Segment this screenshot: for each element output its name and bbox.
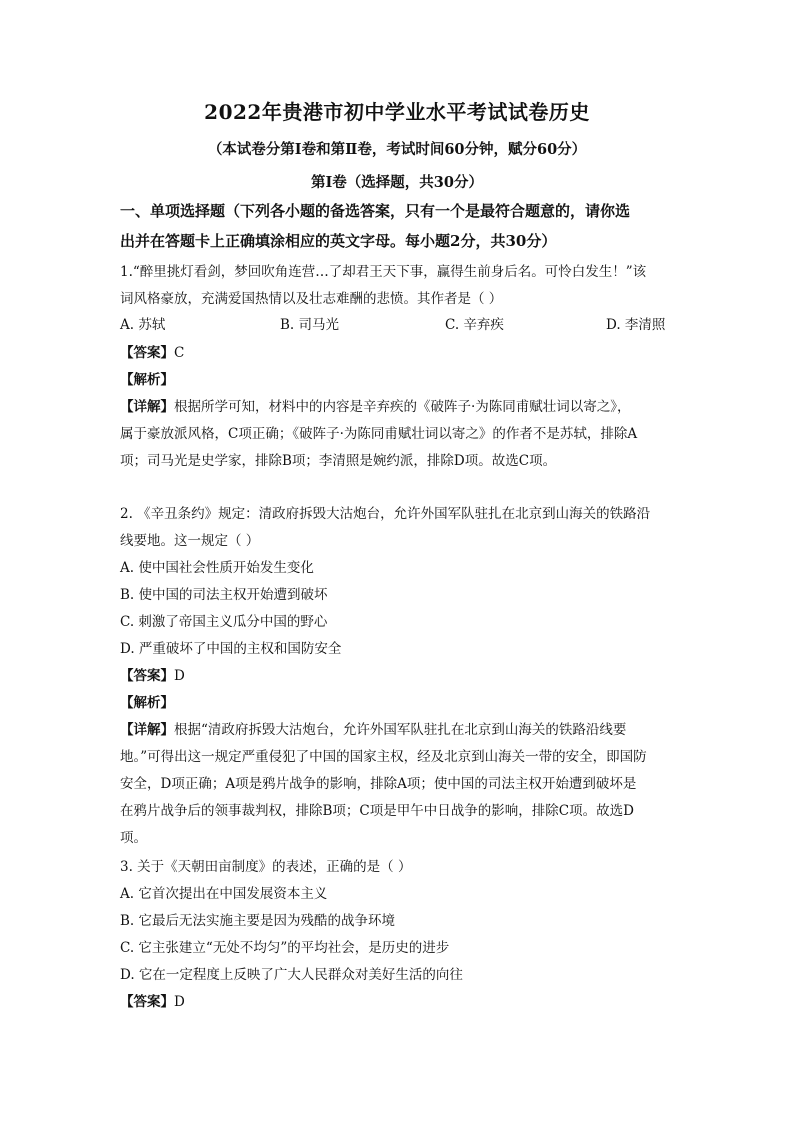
question-1-options [120, 313, 676, 340]
page-title: 2022年贵港市初中学业水平考试试卷历史 [204, 100, 590, 124]
option-c: C. 刺激了帝国主义瓜分中国的野心 [120, 614, 328, 630]
detail-line-3: 安全，D项正确；A项是鸦片战争的影响，排除A项；使中国的司法主权开始遭到破坏是 [120, 776, 637, 792]
answer-label: 【答案】 [120, 668, 174, 684]
question-3-options [120, 881, 676, 989]
detail-line-2: 地。”可得出这一规定严重侵犯了中国的国家主权，经及北京到山海关一带的安全，即国防 [120, 749, 647, 765]
answer-value: D [174, 668, 185, 684]
analysis-label: 【解析】 [120, 372, 174, 388]
detail-line-1: 根据“清政府拆毁大沽炮台，允许外国军队驻扎在北京到山海关的铁路沿线要 [174, 722, 627, 738]
question-3-stem [120, 854, 676, 881]
question-1-analysis-label [120, 367, 676, 394]
question-1-stem-line-1: 1.“醉里挑灯看剑，梦回吹角连营…了却君王天下事，赢得生前身后名。可怜白发生！”该 [120, 264, 647, 280]
question-2-options [120, 555, 676, 663]
detail-line-2: 属于豪放派风格，C项正确；《破阵子·为陈同甫赋壮词以寄之》的作者不是苏轼，排除A [120, 426, 638, 442]
question-2-stem [120, 501, 676, 555]
question-3-stem-line-1: 3. 关于《天朝田亩制度》的表述，正确的是（ ） [120, 859, 412, 875]
question-2-stem-line-1: 2. 《辛丑条约》规定：清政府拆毁大沽炮台，允许外国军队驻扎在北京到山海关的铁路沿 [120, 506, 651, 522]
part-heading-line-1: 一、单项选择题（下列各小题的备选答案，只有一个是最符合题意的，请你选 [120, 202, 631, 220]
question-2-analysis-label [120, 690, 676, 717]
option-a: A. 苏轼 [120, 317, 166, 333]
option-b: B. 司马光 [280, 317, 340, 333]
detail-line-4: 在鸦片战争后的领事裁判权，排除B项；C项是甲午中日战争的影响，排除C项。故选D [120, 803, 634, 819]
option-c: C. 它主张建立“无处不均匀”的平均社会，是历史的进步 [120, 940, 450, 956]
question-2-detail [120, 717, 676, 852]
answer-label: 【答案】 [120, 994, 174, 1010]
answer-label: 【答案】 [120, 345, 174, 361]
question-2-stem-line-2: 线要地。这一规定（ ） [120, 533, 260, 549]
answer-value: D [174, 994, 185, 1010]
option-d: D. 李清照 [606, 317, 666, 333]
question-1-answer [120, 340, 676, 367]
detail-label: 【详解】 [120, 399, 174, 415]
option-d: D. 它在一定程度上反映了广大人民群众对美好生活的向往 [120, 967, 463, 983]
question-1-detail [120, 394, 676, 475]
question-3-answer [120, 989, 676, 1016]
question-1-stem [120, 259, 676, 313]
option-b: B. 使中国的司法主权开始遭到破坏 [120, 587, 328, 603]
part-heading [120, 196, 680, 256]
detail-label: 【详解】 [120, 722, 174, 738]
analysis-label: 【解析】 [120, 695, 174, 711]
option-c: C. 辛弃疾 [445, 317, 504, 333]
answer-value: C [174, 345, 185, 361]
part-heading-line-2: 出并在答题卡上正确填涂相应的英文字母。每小题2分，共30分） [120, 232, 557, 250]
detail-line-5: 项。 [120, 830, 147, 846]
option-b: B. 它最后无法实施主要是因为残酷的战争环境 [120, 913, 396, 929]
detail-line-3: 项；司马光是史学家，排除B项；李清照是婉约派，排除D项。故选C项。 [120, 453, 557, 469]
question-1-stem-line-2: 词风格豪放，充满爱国热情以及壮志难酬的悲愤。其作者是（ ） [120, 291, 503, 307]
detail-line-1: 根据所学可知，材料中的内容是辛弃疾的《破阵子·为陈同甫赋壮词以寄之》， [174, 399, 631, 415]
option-a: A. 使中国社会性质开始发生变化 [120, 560, 314, 576]
exam-instructions: （本试卷分第Ⅰ卷和第Ⅱ卷，考试时间60分钟，赋分60分） [207, 141, 587, 158]
option-a: A. 它首次提出在中国发展资本主义 [120, 886, 328, 902]
option-d: D. 严重破坏了中国的主权和国防安全 [120, 641, 342, 657]
section-title: 第Ⅰ卷（选择题，共30分） [311, 174, 483, 191]
question-2-answer [120, 663, 676, 690]
